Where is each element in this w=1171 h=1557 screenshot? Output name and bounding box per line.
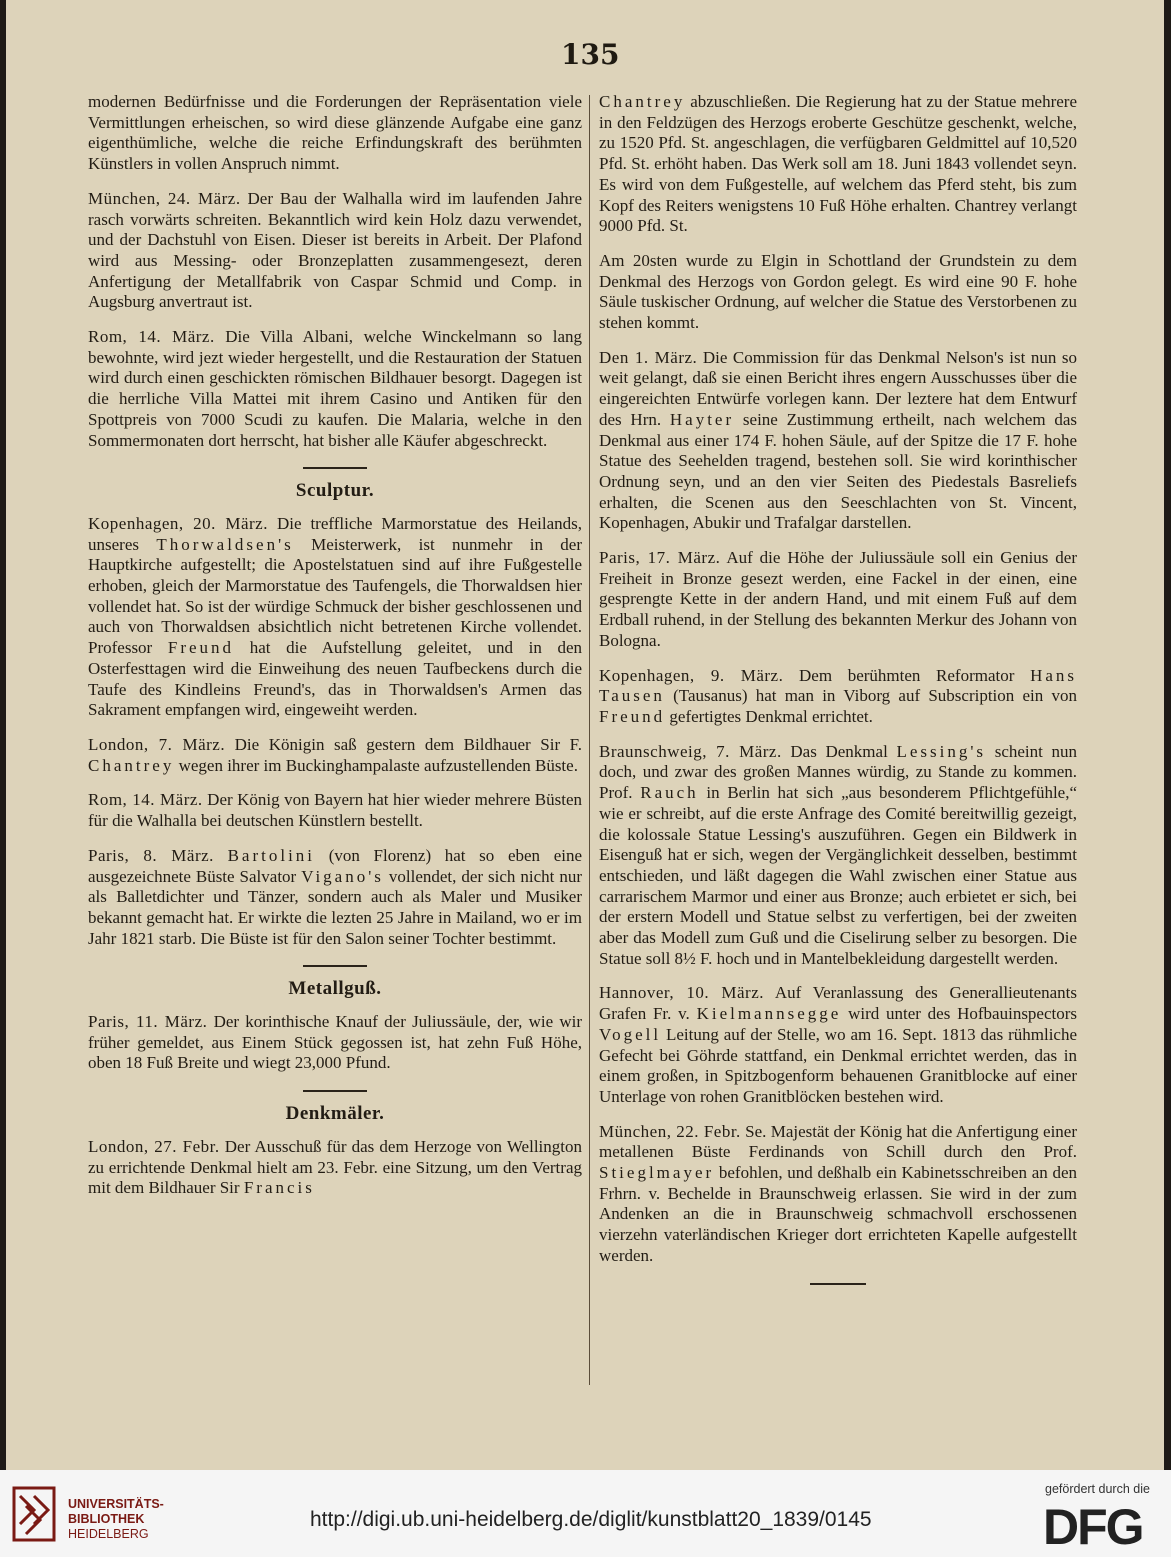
dateline: Paris, 8. März. [88, 845, 214, 865]
paragraph-rome-busts: Rom, 14. März. Der König von Bayern hat hier wieder mehrere Büsten für die Walhalla bei deutschen Künstlern bestellt. [88, 790, 582, 831]
paragraph-paris-bartolini: Paris, 8. März. Bartolini (von Florenz) hat so eben eine ausgezeichnete Büste Salvator Vigano's vollendet, der sich nicht nur als Balletdichter und Tänzer, sondern auch als Maler und Musiker bekannt gemacht hat. Er wirkte die lezten 25 Jahre in Mailand, wo er im Jahr 1821 starb. Die Büste ist für den Salon seiner Tochter bestimmt. [88, 845, 582, 948]
paragraph-munich-walhalla: München, 24. März. Der Bau der Walhalla wird im laufenden Jahre rasch vorwärts schreiten. Bekanntlich wird kein Holz dazu verwendet, und der Dachstuhl von Eisen. Dieser ist bereits in Arbeit. Der Plafond wird aus Messing- oder Bronzeplatten zusammengesezt, deren Anfertigung der Metallfabrik von Caspar Schmid und Comp. in Augsburg anvertraut ist. [88, 188, 582, 312]
person-name: Francis [243, 1178, 315, 1198]
person-name: Hayter [669, 409, 735, 429]
person-name: Bartolini [227, 845, 316, 865]
page-number: 135 [561, 38, 620, 71]
paragraph-chantrey: Chantrey abzuschließen. Die Regierung hat zu der Statue mehrere in den Feldzügen des Herzogs eroberte Geschütze geschenkt, welche, zu 1520 Pfd. St. angeschlagen, die verfügbaren Geldmittel auf 10,520 Pfd. St. erhöht haben. Das Werk soll am 18. Juni 1843 vollendet seyn. Es wird von dem Fußgestelle, auf welchem das Pferd steht, bis zum Kopf des Reiters wenigstens 10 Fuß Höhe erhalten. Chantrey verlangt 9000 Pfd. St. [599, 92, 1077, 236]
library-name[interactable]: UNIVERSITÄTS- BIBLIOTHEK HEIDELBERG [68, 1497, 164, 1541]
person-name: Thorwaldsen's [156, 534, 294, 554]
paragraph-paris-julius: Paris, 11. März. Der korinthische Knauf der Juliussäule, der, wie wir früher gemeldet, aus Einem Stück gegossen ist, hat zehn Fuß Höhe, oben 18 Fuß Breite und wiegt 23,000 Pfund. [88, 1012, 582, 1073]
person-name: Kielmannsegge [696, 1004, 842, 1024]
person-name: Vogell [599, 1024, 662, 1044]
sponsor-label: gefördert durch die [1045, 1482, 1150, 1496]
column-rule [589, 95, 590, 1385]
left-column [88, 92, 582, 1410]
section-heading-metallguss: Metallguß. [288, 978, 382, 1000]
section-heading-sculptur: Sculptur. [295, 480, 375, 502]
library-logo-icon[interactable] [12, 1484, 58, 1544]
scanned-page [6, 0, 1164, 1470]
dateline: München, 22. Febr. [599, 1121, 741, 1141]
section-divider [303, 467, 367, 469]
dateline: Braunschweig, 7. März. [599, 741, 782, 761]
person-name: Freund [599, 706, 666, 726]
dateline: London, 27. Febr. [88, 1136, 220, 1156]
person-name: Chantrey [88, 755, 175, 775]
paragraph-london: London, 7. März. Die Königin saß gestern dem Bildhauer Sir F. Chantrey wegen ihrer im Buckinghampalaste aufzustellenden Büste. [88, 734, 582, 775]
page-url-link[interactable]: http://digi.ub.uni-heidelberg.de/diglit/kunstblatt20_1839/0145 [310, 1508, 872, 1531]
person-name: Lessing's [896, 741, 987, 761]
dateline: Paris, 11. März. [88, 1012, 208, 1032]
paragraph-copenhagen: Kopenhagen, 20. März. Die treffliche Marmorstatue des Heilands, unseres Thorwaldsen's Meisterwerk, ist nunmehr in der Hauptkirche aufgestellt; die Apostelstatuen sind auf ihre Fußgestelle erhoben, gleich der Marmorstatue des Taufengels, die Thorwaldsen hier vollendet hat. So ist der würdige Schmuck der bisher geschlossenen und auch von Thorwaldsen absichtlich nicht betretenen Kirche vollendet. Professor Freund hat die Aufstellung geleitet, und in den Osterfesttagen wird die Einweihung des neuen Taufbeckens durch die Taufe des Kindleins Freund's, das in Thorwaldsen's Armen das Sakrament empfangen wird, eingeweiht werden. [88, 513, 582, 720]
person-name: Stieglmayer [599, 1163, 715, 1183]
paragraph-rome-villa: Rom, 14. März. Die Villa Albani, welche Winckelmann so lang bewohnte, wird jezt wieder hergestellt, und die Restauration der Statuen wird durch einen geschickten römischen Bildhauer besorgt. Dagegen ist die herrliche Villa Mattei mit ihrem Casino und Antiken für den Spottpreis von 7000 Scudi zu kaufen. Die Malaria, welche in den Sommermonaten dort herrscht, hat bisher alle Käufer abgeschreckt. [88, 327, 582, 450]
dateline: Hannover, 10. März. [599, 983, 764, 1003]
section-heading-denkmaeler: Denkmäler. [285, 1103, 385, 1125]
right-column [599, 92, 1077, 1372]
person-name: Vigano's [301, 866, 384, 886]
dateline: Den 1. März. [599, 347, 698, 367]
dfg-logo[interactable]: DFG [1043, 1499, 1143, 1555]
paragraph-paris-genius: Paris, 17. März. Auf die Höhe der Juliussäule soll ein Genius der Freiheit in Bronze gesezt werden, eine Fackel in der einen, eine gesprengte Kette in der andern Hand, und mit einem Fuß auf dem Erdball ruhend, in der Stellung des bekannten Merkur des Johann von Bologna. [599, 548, 1077, 650]
dateline: Rom, 14. März. [88, 327, 215, 347]
paragraph: modernen Bedürfnisse und die Forderungen der Repräsentation viele Vermittlungen erheischen, so wird diese glänzende Aufgabe eine ganz eigenthümliche, welche die reiche Erfindungskraft des berühmten Künstlers in vollen Anspruch nimmt. [88, 92, 582, 174]
paragraph-copenhagen-tausen: Kopenhagen, 9. März. Dem berühmten Reformator Hans Tausen (Tausanus) hat man in Viborg auf Subscription ein von Freund gefertigtes Denkmal errichtet. [599, 665, 1077, 726]
paragraph-elgin: Am 20sten wurde zu Elgin in Schottland der Grundstein zu dem Denkmal des Herzogs von Gordon gelegt. Es wird eine 90 F. hohe Säule tuskischer Ordnung, auf welcher die Statue des Verstorbenen zu stehen kommt. [599, 250, 1077, 333]
section-divider [303, 965, 367, 967]
dateline: Paris, 17. März. [599, 548, 721, 568]
person-name: Freund [167, 638, 235, 658]
paragraph-london-wellington: London, 27. Febr. Der Ausschuß für das dem Herzoge von Wellington zu errichtende Denkmal hielt am 23. Febr. eine Sitzung, um den Vertrag mit dem Bildhauer Sir Francis [88, 1136, 582, 1198]
dateline: München, 24. März. [88, 188, 241, 208]
paragraph-braunschweig: Braunschweig, 7. März. Das Denkmal Lessing's scheint nun doch, und zwar des großen Mannes würdig, zu Stande zu kommen. Prof. Rauch in Berlin hat sich „aus besonderem Pflichtgefühle,“ wie er schreibt, auf die erste Anfrage des Comité bereitwillig gezeigt, die kolossale Statue Lessing's auszuführen. Gegen ein Bildwerk in Eisenguß hat er sich, wegen der Vergänglichkeit desselben, bestimmt entschieden, und läßt dagegen die Wahl zwischen einer Statue aus carrarischem Marmor und einer aus Bronze; auch erbietet er sich, bei der erstern Modell und Statue selbst zu verfertigen, bei der zweiten aber das Modell zum Guß und die Ciselirung selber zu besorgen. Die Statue soll 8½ F. hoch und in Mantelbekleidung dargestellt werden. [599, 741, 1077, 968]
section-divider [303, 1090, 367, 1092]
person-name: Rauch [640, 783, 699, 803]
dateline: Rom, 14. März. [88, 790, 203, 810]
person-name: Hans Tausen [599, 665, 1077, 706]
paragraph-munich-schill: München, 22. Febr. Se. Majestät der König hat die Anfertigung einer metallenen Büste Ferdinands von Schill durch den Prof. Stieglmayer befohlen, und deßhalb ein Kabinetsschreiben an den Frhrn. v. Bechelde in Braunschweig erlassen. Sie wird in der zum Andenken an die in Braunschweig schmachvoll erschossenen vierzehn vaterländischen Krieger dort errichteten Kapelle aufgestellt werden. [599, 1121, 1077, 1265]
dateline: London, 7. März. [88, 734, 226, 754]
dateline: Kopenhagen, 9. März. [599, 665, 784, 685]
paragraph-nelson: Den 1. März. Die Commission für das Denkmal Nelson's ist nun so weit gelangt, daß sie einen Bericht ihres engern Ausschusses über die eingereichten Entwürfe vorlegen kann. Der leztere hat dem Entwurf des Hrn. Hayter seine Zustimmung ertheilt, nach welchem das Denkmal aus einer 174 F. hohen Säule, auf der Spitze die 17 F. hohe Statue des Seehelden tragend, bestehen soll. Sie wird korinthischer Ordnung seyn, und an den vier Seiten des Piedestals Basreliefs erhalten, die Scenen aus den Seeschlachten von St. Vincent, Kopenhagen, Abukir und Trafalgar darstellen. [599, 347, 1077, 533]
end-divider [810, 1283, 866, 1285]
dateline: Kopenhagen, 20. März. [88, 513, 268, 533]
paragraph-hannover: Hannover, 10. März. Auf Veranlassung des Generallieutenants Grafen Fr. v. Kielmannsegge wird unter des Hofbauinspectors Vogell Leitung auf der Stelle, wo am 16. Sept. 1813 das rühmliche Gefecht bei Göhrde stattfand, ein Denkmal errichtet werden, das in einem großen, in Spitzbogenform behauenen Granitblocke auf einer Unterlage von rohen Granitblöcken bestehen wird. [599, 983, 1077, 1106]
person-name: Chantrey [599, 92, 686, 111]
